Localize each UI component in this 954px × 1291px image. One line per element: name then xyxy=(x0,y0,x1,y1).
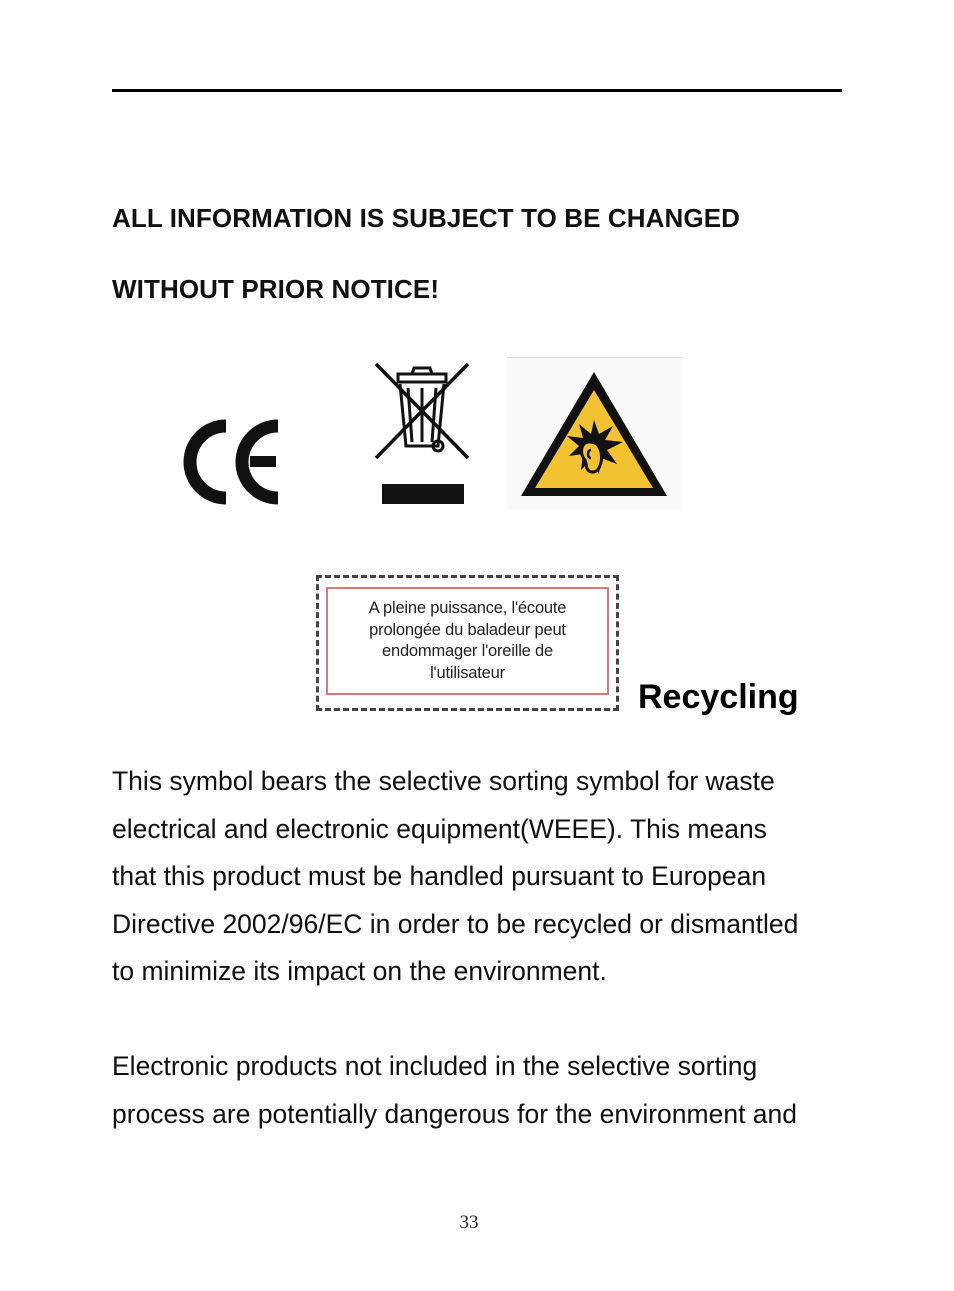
section-title: Recycling xyxy=(638,678,799,716)
hearing-damage-warning-icon xyxy=(507,358,682,510)
page-number: 33 xyxy=(459,1212,479,1233)
warning-label-box xyxy=(326,587,609,695)
paragraph-line: electrical and electronic equipment(WEEE). This means xyxy=(112,813,767,844)
hearing-warning-panel xyxy=(507,357,682,511)
paragraph-line: This symbol bears the selective sorting symbol for waste xyxy=(112,766,775,796)
notice-line-2: WITHOUT PRIOR NOTICE! xyxy=(112,274,440,304)
paragraph-line: that this product must be handled pursuant to European xyxy=(112,861,767,891)
header-rule xyxy=(112,89,842,92)
ce-mark-icon xyxy=(180,416,284,508)
french-hearing-warning-label xyxy=(316,575,619,711)
paragraph-line: process are potentially dangerous for the environment and xyxy=(112,1098,798,1129)
paragraph-line: Electronic products not included in the selective sorting xyxy=(112,1051,758,1081)
crossed-out-wheelie-bin-icon xyxy=(370,358,474,506)
warning-label-text: A pleine puissance, l'écoute prolongée du baladeur peut endommager l'oreille de l'utilisateur xyxy=(368,599,567,682)
paragraph-line: Directive 2002/96/EC in order to be recycled or dismantled xyxy=(112,908,799,939)
notice-line-1: ALL INFORMATION IS SUBJECT TO BE CHANGED xyxy=(112,203,741,233)
paragraph-line: to minimize its impact on the environment. xyxy=(112,956,607,986)
paragraph-electronic-products xyxy=(112,1043,852,1138)
paragraph-weee xyxy=(112,758,852,996)
